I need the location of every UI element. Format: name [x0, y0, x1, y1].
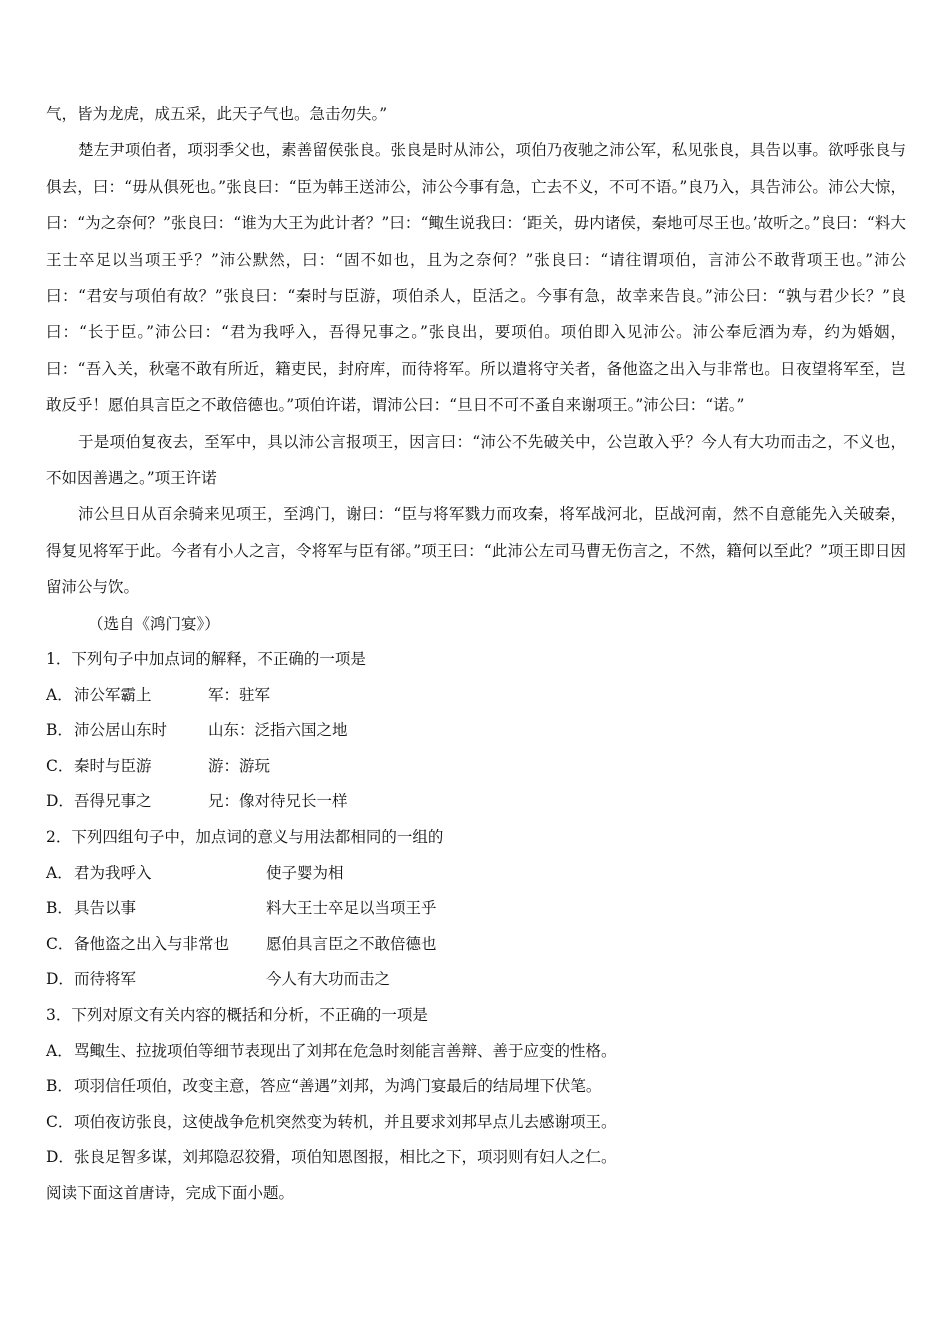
- option-sentence-left: 备他盗之出入与非常也: [74, 934, 230, 953]
- passage-paragraph-0: 气，皆为龙虎，成五采，此天子气也。急击勿失。”: [46, 105, 388, 123]
- option-sentence-left: 具告以事: [74, 899, 137, 918]
- option-text: 项羽信任项伯，改变主意，答应“善遇”刘邦，为鸿门宴最后的结局埋下伏笔。: [74, 1077, 602, 1096]
- question-3: [46, 998, 906, 1176]
- option-letter: A．: [46, 685, 73, 704]
- question-stem: 3．下列对原文有关内容的概括和分析，不正确的一项是: [46, 1006, 428, 1025]
- option-b: [46, 713, 906, 749]
- option-letter: B．: [46, 899, 73, 918]
- option-sentence-right: 今人有大功而击之: [266, 970, 391, 989]
- option-letter: C．: [46, 1112, 74, 1131]
- option-letter: B．: [46, 1077, 73, 1096]
- option-c: [46, 927, 906, 963]
- option-c: [46, 1105, 906, 1141]
- question-2: [46, 820, 906, 998]
- option-sentence: 沛公军霸上: [74, 685, 152, 704]
- option-b: [46, 1069, 906, 1105]
- reading-instruction: 阅读下面这首唐诗，完成下面小题。: [46, 1184, 295, 1202]
- option-sentence-right: 料大王士卒足以当项王乎: [266, 899, 437, 918]
- option-letter: C．: [46, 934, 74, 953]
- option-explanation: 兄：像对待兄长一样: [208, 792, 348, 811]
- option-sentence-right: 使子婴为相: [266, 863, 344, 882]
- question-stem: 2．下列四组句子中，加点词的意义与用法都相同的一组的: [46, 828, 444, 847]
- option-explanation: 游：游玩: [208, 756, 271, 775]
- option-letter: D．: [46, 792, 74, 811]
- option-sentence-right: 愿伯具言臣之不敢倍德也: [266, 934, 437, 953]
- option-d: [46, 962, 906, 998]
- option-a: [46, 678, 906, 714]
- option-a: [46, 856, 906, 892]
- option-text: 项伯夜访张良，这使战争危机突然变为转机，并且要求刘邦早点儿去感谢项王。: [74, 1112, 617, 1131]
- option-explanation: 山东：泛指六国之地: [208, 721, 348, 740]
- option-sentence-left: 君为我呼入: [74, 863, 152, 882]
- option-d: [46, 1140, 906, 1176]
- option-sentence-left: 而待将军: [74, 970, 137, 989]
- document-page: [46, 96, 906, 1212]
- option-letter: A．: [46, 1041, 73, 1060]
- option-letter: D．: [46, 1148, 74, 1167]
- option-a: [46, 1034, 906, 1070]
- question-1: [46, 642, 906, 820]
- question-stem: 1．下列句子中加点词的解释，不正确的一项是: [46, 650, 366, 669]
- option-c: [46, 749, 906, 785]
- option-b: [46, 891, 906, 927]
- option-text: 骂鲰生、拉拢项伯等细节表现出了刘邦在危急时刻能言善辩、善于应变的性格。: [74, 1041, 617, 1060]
- option-letter: A．: [46, 863, 73, 882]
- passage-paragraph-2: 于是项伯复夜去，至军中，具以沛公言报项王，因言曰：“沛公不先破关中，公岂敢入乎？今人有大功而击之，不义也，不如因善遇之。”项王许诺: [46, 432, 906, 488]
- option-letter: D．: [46, 970, 74, 989]
- option-explanation: 军：驻军: [208, 685, 271, 704]
- passage-source: （选自《鸿门宴》）: [88, 614, 220, 633]
- option-sentence: 吾得兄事之: [74, 792, 152, 811]
- passage-paragraph-1: 楚左尹项伯者，项羽季父也，素善留侯张良。张良是时从沛公，项伯乃夜驰之沛公军，私见张良，具告以事。欲呼张良与俱去，曰：“毋从俱死也。”张良曰：“臣为韩王送沛公，沛公今事有急，亡去不义，不可不语。”良乃入，具告沛公。沛公大惊，曰：“为之奈何？”张良曰：“谁为大王为此计者？”曰：“鲰生说我曰：‘距关，毋内诸侯，秦地可尽王也。’故听之。”良曰：“料大王士卒足以当项王乎？”沛公默然，曰：“固不如也，且为之奈何？”张良曰：“请往谓项伯，言沛公不敢背项王也。”沛公曰：“君安与项伯有故？”张良曰：“秦时与臣游，项伯杀人，臣活之。今事有急，故幸来告良。”沛公曰：“孰与君少长？”良曰：“长于臣。”沛公曰：“君为我呼入，吾得兄事之。”张良出，要项伯。项伯即入见沛公。沛公奉卮酒为寿，约为婚姻，曰：“吾入关，秋毫不敢有所近，籍吏民，封府库，而待将军。所以遣将守关者，备他盗之出入与非常也。日夜望将军至，岂敢反乎！愿伯具言臣之不敢倍德也。”项伯许诺，谓沛公曰：“旦日不可不蚤自来谢项王。”沛公曰：“诺。”: [46, 141, 906, 415]
- option-text: 张良足智多谋，刘邦隐忍狡猾，项伯知恩图报，相比之下，项羽则有妇人之仁。: [74, 1148, 617, 1167]
- passage-paragraph-3: 沛公旦日从百余骑来见项王，至鸿门，谢曰：“臣与将军戮力而攻秦，将军战河北，臣战河南，然不自意能先入关破秦，得复见将军于此。今者有小人之言，令将军与臣有郤。”项王曰：“此沛公左司马曹无伤言之，不然，籍何以至此？”项王即日因留沛公与饮。: [46, 505, 906, 597]
- option-letter: C．: [46, 756, 74, 775]
- option-d: [46, 784, 906, 820]
- option-letter: B．: [46, 721, 73, 740]
- option-sentence: 沛公居山东时: [74, 721, 168, 740]
- option-sentence: 秦时与臣游: [74, 756, 152, 775]
